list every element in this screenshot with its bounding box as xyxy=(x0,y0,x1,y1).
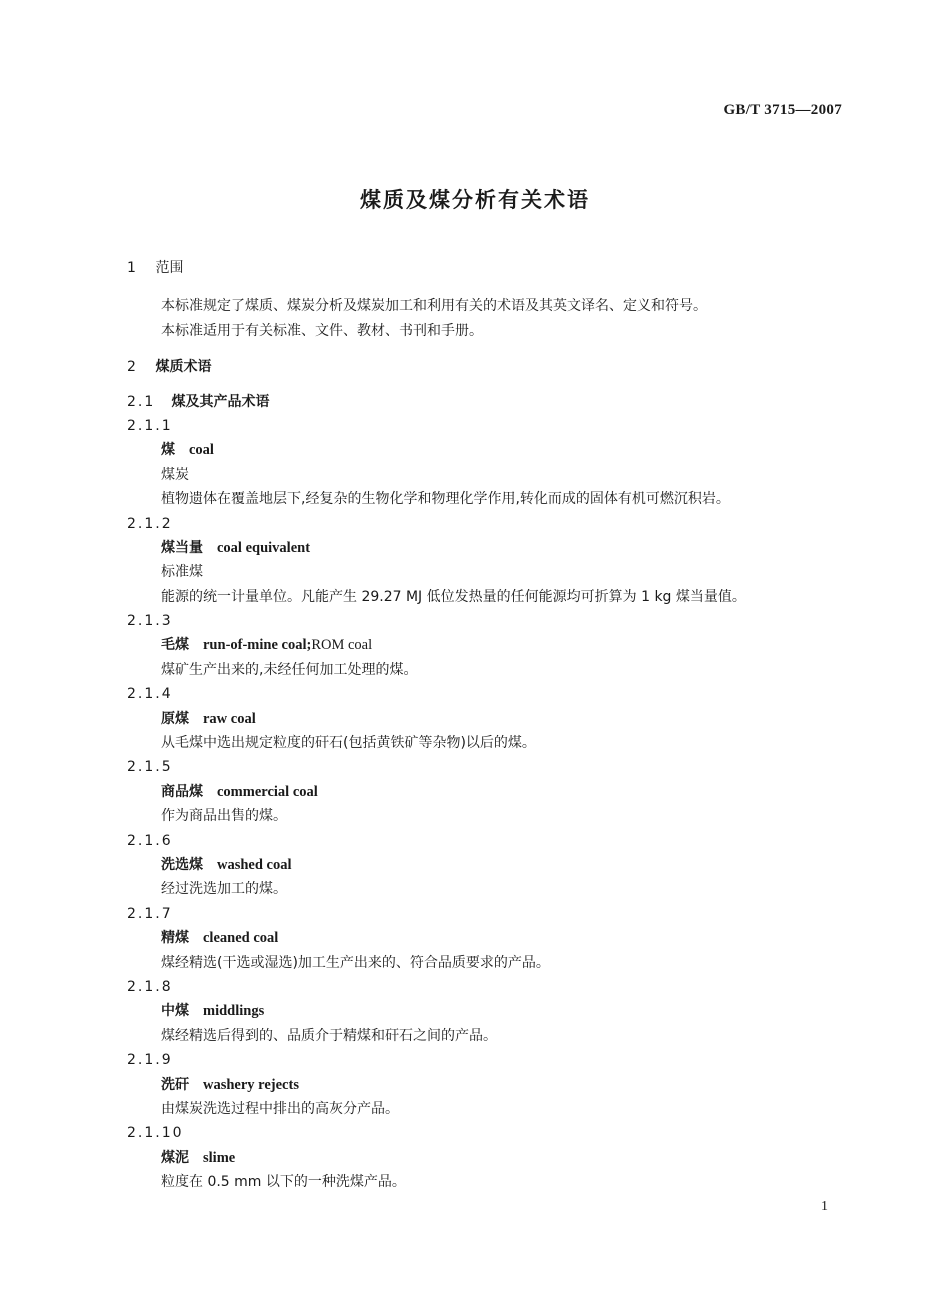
term-english: middlings xyxy=(203,1003,265,1020)
term-english: washed coal xyxy=(217,856,292,873)
term-number: 2.1.7 xyxy=(127,905,173,922)
term-entry xyxy=(127,755,847,828)
term-number: 2.1.1 xyxy=(127,417,173,434)
term-definition: 经过洗选加工的煤。 xyxy=(161,881,287,898)
term-definition: 由煤炭洗选过程中排出的高灰分产品。 xyxy=(161,1100,399,1117)
term-english: coal xyxy=(189,442,214,459)
term-chinese: 毛煤 xyxy=(161,637,189,654)
term-entry xyxy=(127,1121,847,1194)
term-number: 2.1.4 xyxy=(127,686,173,703)
term-definition: 粒度在 0.5 mm 以下的一种洗煤产品。 xyxy=(161,1174,406,1191)
term-english: raw coal xyxy=(203,710,256,727)
paragraph: 本标准适用于有关标准、文件、教材、书刊和手册。 xyxy=(161,322,483,339)
term-definition: 能源的统一计量单位。凡能产生 29.27 MJ 低位发热量的任何能源均可折算为 1 kg 煤当量值。 xyxy=(161,588,746,605)
section-title: 煤质术语 xyxy=(155,359,212,376)
term-heading xyxy=(127,438,847,462)
standard-code: GB/T 3715—2007 xyxy=(723,102,842,118)
section-1-heading xyxy=(127,256,847,280)
term-definition: 从毛煤中选出规定粒度的矸石(包括黄铁矿等杂物)以后的煤。 xyxy=(161,735,536,752)
term-english: commercial coal xyxy=(217,783,318,800)
section-number: 1 xyxy=(127,260,136,276)
term-english: cleaned coal xyxy=(203,930,279,947)
section-number: 2.1 xyxy=(127,393,156,410)
term-number: 2.1.5 xyxy=(127,759,173,776)
term-chinese: 煤 xyxy=(161,442,175,459)
term-number: 2.1.3 xyxy=(127,613,173,630)
term-chinese: 中煤 xyxy=(161,1003,189,1020)
term-definition: 煤经精选后得到的、品质介于精煤和矸石之间的产品。 xyxy=(161,1027,497,1044)
term-definition: 煤经精选(干选或湿选)加工生产出来的、符合品质要求的产品。 xyxy=(161,954,550,971)
term-definition: 作为商品出售的煤。 xyxy=(161,808,287,825)
term-entry xyxy=(127,829,847,902)
page-number: 1 xyxy=(821,1199,828,1214)
term-number: 2.1.9 xyxy=(127,1052,173,1069)
term-chinese: 商品煤 xyxy=(161,783,203,800)
term-heading xyxy=(127,1146,847,1170)
term-heading xyxy=(127,999,847,1023)
term-chinese: 煤泥 xyxy=(161,1149,189,1166)
term-heading xyxy=(127,780,847,804)
term-heading xyxy=(127,536,847,560)
term-list xyxy=(127,414,847,1195)
term-entry xyxy=(127,1048,847,1121)
term-heading xyxy=(127,1073,847,1097)
term-entry xyxy=(127,414,847,512)
term-definition: 煤矿生产出来的,未经任何加工处理的煤。 xyxy=(161,661,418,678)
term-number: 2.1.2 xyxy=(127,515,173,532)
term-entry xyxy=(127,609,847,682)
section-title: 煤及其产品术语 xyxy=(171,393,270,410)
term-english: run-of-mine coal;ROM coal xyxy=(203,637,373,654)
term-synonym: 煤炭 xyxy=(161,466,189,483)
term-english: slime xyxy=(203,1149,236,1166)
section-2-1-heading xyxy=(127,390,847,414)
section-title: 范围 xyxy=(155,260,184,276)
term-english: coal equivalent xyxy=(217,539,311,556)
term-synonym: 标准煤 xyxy=(161,564,203,581)
section-number: 2 xyxy=(127,359,136,376)
term-heading xyxy=(127,853,847,877)
term-number: 2.1.10 xyxy=(127,1125,184,1142)
term-chinese: 煤当量 xyxy=(161,539,203,556)
term-entry xyxy=(127,512,847,610)
term-definition: 植物遗体在覆盖地层下,经复杂的生物化学和物理化学作用,转化而成的固体有机可燃沉积岩。 xyxy=(161,491,730,508)
section-2-heading xyxy=(127,355,847,379)
term-chinese: 精煤 xyxy=(161,930,189,947)
term-number: 2.1.8 xyxy=(127,978,173,995)
document-title: 煤质及煤分析有关术语 xyxy=(360,188,590,212)
term-heading xyxy=(127,633,847,657)
term-chinese: 洗矸 xyxy=(161,1076,189,1093)
term-english: washery rejects xyxy=(203,1076,299,1093)
document-body xyxy=(127,256,847,1194)
term-entry xyxy=(127,975,847,1048)
term-entry xyxy=(127,902,847,975)
term-heading xyxy=(127,926,847,950)
term-heading xyxy=(127,707,847,731)
paragraph: 本标准规定了煤质、煤炭分析及煤炭加工和利用有关的术语及其英文译名、定义和符号。 xyxy=(161,298,707,315)
term-number: 2.1.6 xyxy=(127,832,173,849)
term-entry xyxy=(127,682,847,755)
term-chinese: 原煤 xyxy=(161,710,189,727)
term-chinese: 洗选煤 xyxy=(161,856,203,873)
